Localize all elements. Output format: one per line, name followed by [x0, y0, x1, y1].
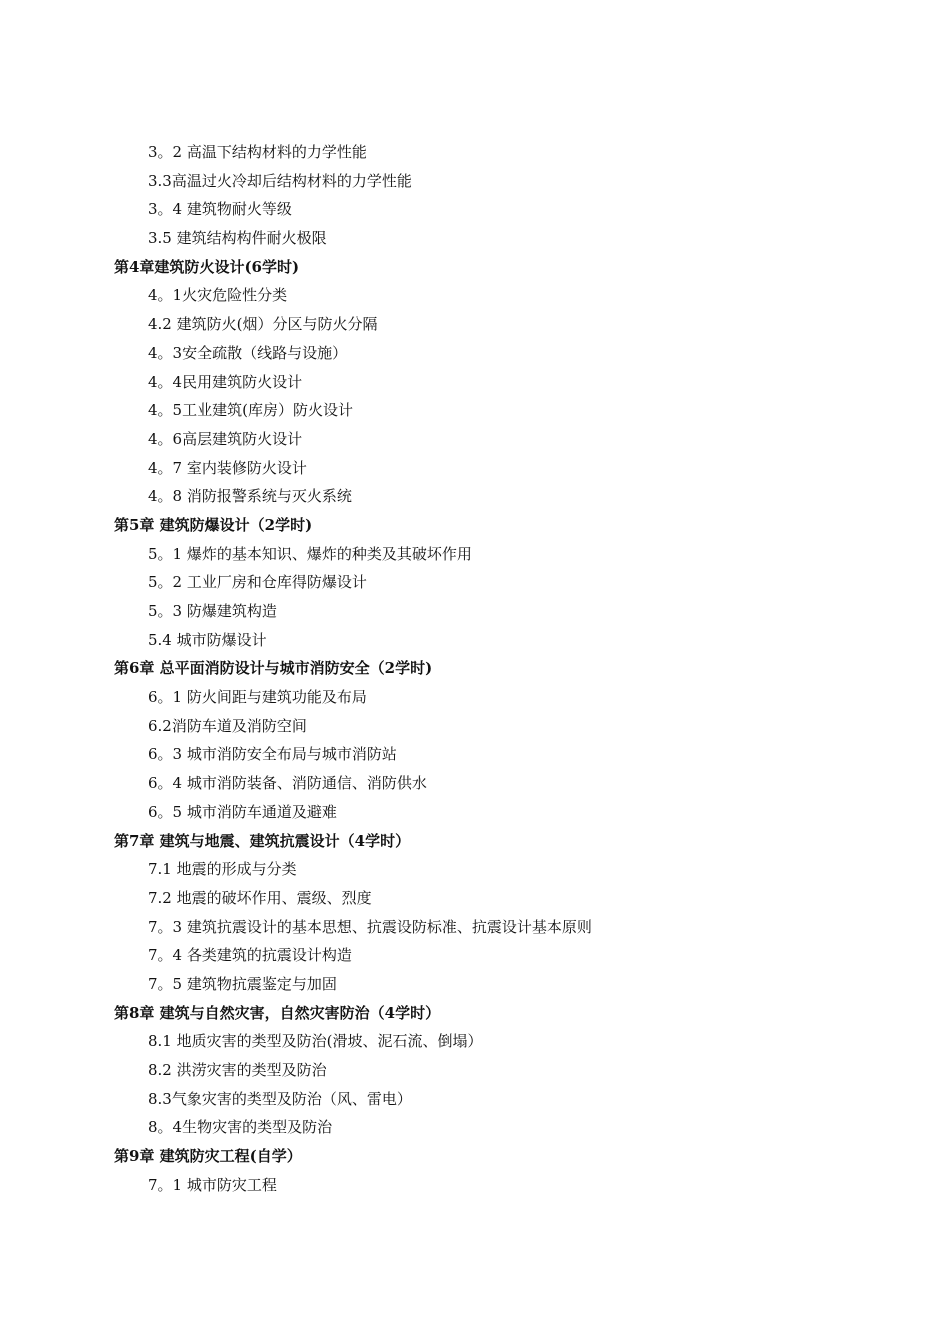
- section-item: 6.2消防车道及消防空间: [148, 716, 307, 735]
- chapter-heading: 第5章 建筑防爆设计（2学时): [114, 515, 313, 534]
- section-item: 3。2 高温下结构材料的力学性能: [148, 143, 367, 161]
- chapter-heading: 第8章 建筑与自然灾害，自然灾害防治（4学时）: [114, 1003, 441, 1022]
- chapter-heading: 第7章 建筑与地震、建筑抗震设计（4学时）: [114, 831, 411, 850]
- section-item: 4。4民用建筑防火设计: [148, 372, 303, 391]
- section-item: 4。5工业建筑(库房）防火设计: [148, 401, 353, 420]
- document-page: [0, 138, 950, 1199]
- chapter-heading: 第4章建筑防火设计(6学时): [114, 257, 300, 276]
- section-item: 4.2 建筑防火(烟）分区与防火分隔: [148, 315, 378, 334]
- section-item: 7。5 建筑物抗震鉴定与加固: [148, 974, 337, 993]
- section-item: 8。4生物灾害的类型及防治: [148, 1118, 333, 1137]
- section-item: 7。4 各类建筑的抗震设计构造: [148, 946, 352, 965]
- section-item: 5。1 爆炸的基本知识、爆炸的种类及其破坏作用: [148, 544, 472, 563]
- section-item: 8.2 洪涝灾害的类型及防治: [148, 1061, 327, 1079]
- section-item: 3.3高温过火冷却后结构材料的力学性能: [148, 171, 412, 190]
- section-item: 6。3 城市消防安全布局与城市消防站: [148, 745, 397, 764]
- section-item: 3.5 建筑结构构件耐火极限: [148, 229, 327, 248]
- section-item: 4。3安全疏散（线路与设施）: [148, 343, 348, 362]
- section-item: 7.2 地震的破坏作用、震级、烈度: [148, 888, 372, 907]
- section-item: 4。1火灾危险性分类: [148, 286, 288, 305]
- section-item: 6。1 防火间距与建筑功能及布局: [148, 688, 367, 707]
- section-item: 5.4 城市防爆设计: [148, 630, 267, 649]
- section-item: 7。1 城市防灾工程: [148, 1175, 277, 1194]
- section-item: 7。3 建筑抗震设计的基本思想、抗震设防标准、抗震设计基本原则: [148, 917, 592, 936]
- chapter-heading: 第6章 总平面消防设计与城市消防安全（2学时): [114, 659, 433, 678]
- section-item: 4。7 室内装修防火设计: [148, 458, 307, 477]
- section-item: 5。3 防爆建筑构造: [148, 602, 277, 620]
- section-item: 8.1 地质灾害的类型及防治(滑坡、泥石流、倒塌）: [148, 1032, 483, 1051]
- section-item: 8.3气象灾害的类型及防治（风、雷电）: [148, 1089, 412, 1108]
- chapter-heading: 第9章 建筑防灾工程(自学）: [114, 1147, 302, 1166]
- section-item: 3。4 建筑物耐火等级: [148, 200, 292, 219]
- section-item: 4。6高层建筑防火设计: [148, 429, 303, 448]
- section-item: 6。4 城市消防装备、消防通信、消防供水: [148, 774, 427, 793]
- section-item: 7.1 地震的形成与分类: [148, 860, 297, 879]
- section-item: 6。5 城市消防车通道及避难: [148, 802, 337, 821]
- section-item: 4。8 消防报警系统与灭火系统: [148, 487, 352, 506]
- section-item: 5。2 工业厂房和仓库得防爆设计: [148, 573, 367, 592]
